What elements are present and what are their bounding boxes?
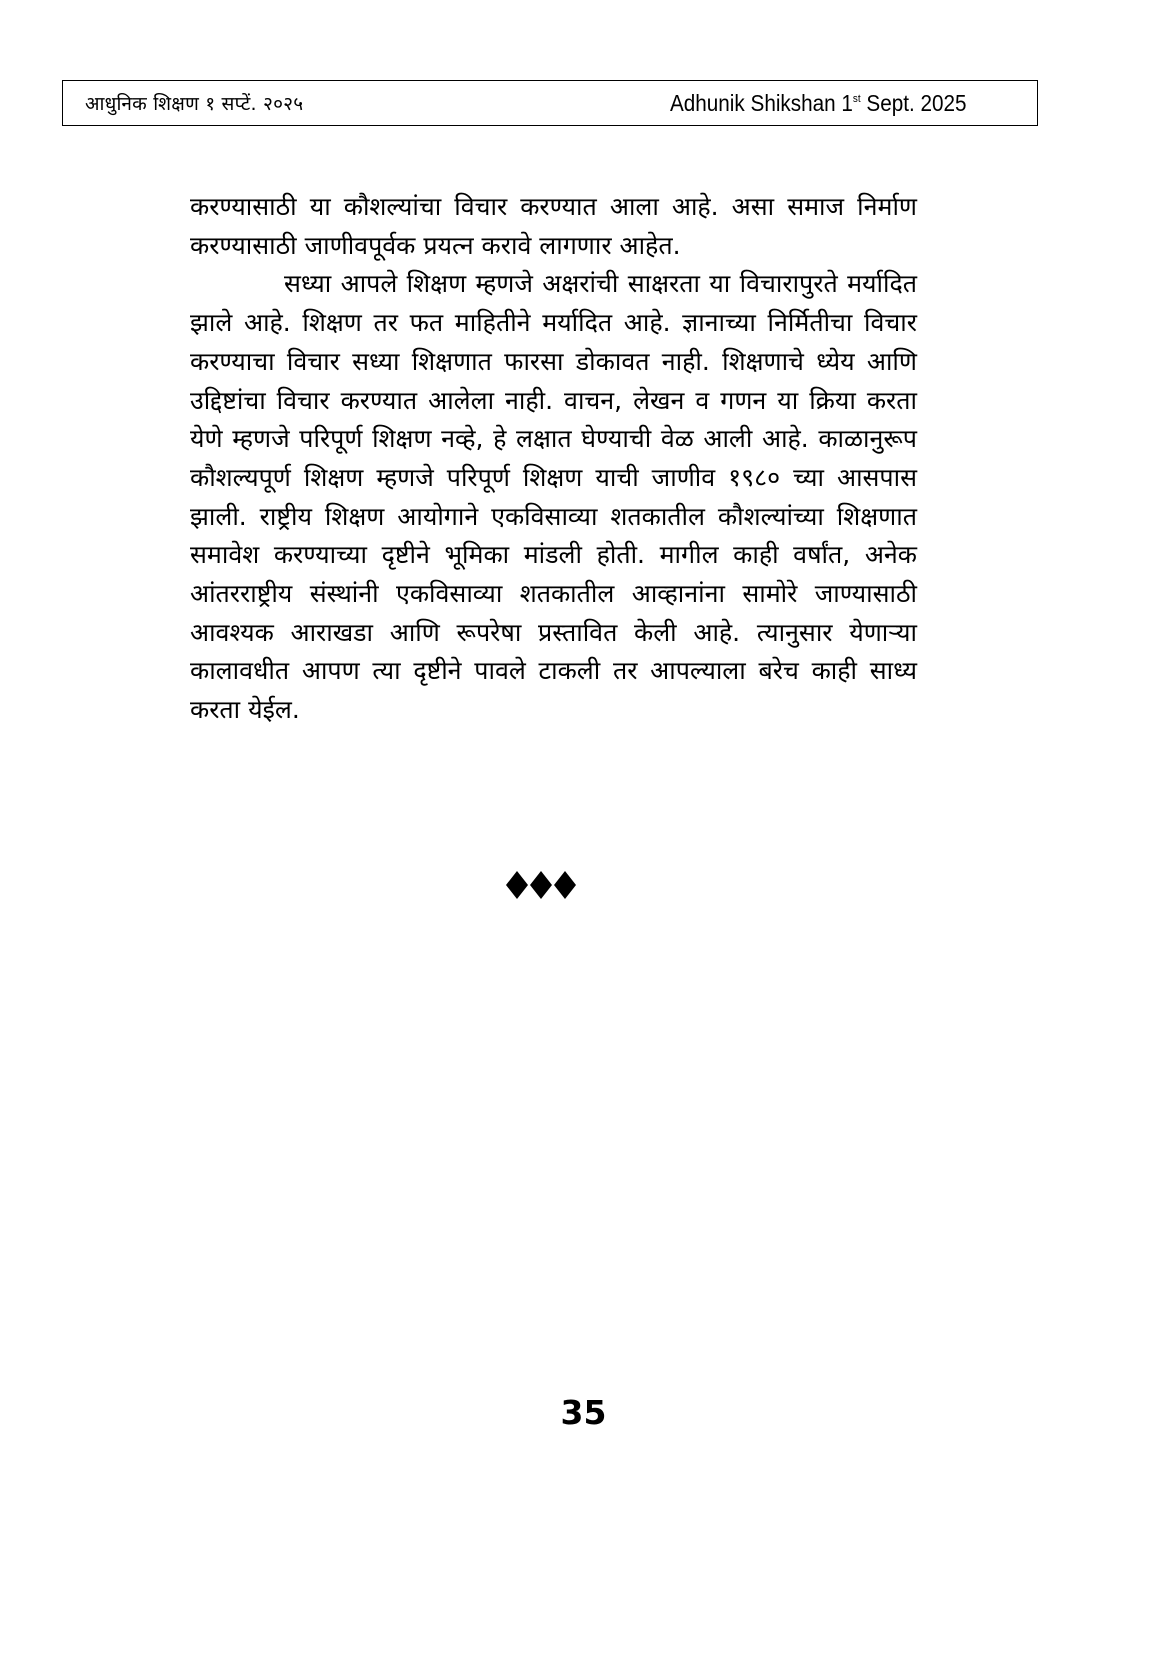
running-header (62, 80, 1038, 126)
diamond-ornament-svg (506, 870, 576, 900)
header-marathi-title: आधुनिक शिक्षण १ सप्टें. २०२५ (85, 93, 304, 115)
article-body (190, 188, 917, 730)
header-english-title (670, 90, 967, 117)
header-ordinal-suffix: st (853, 92, 862, 105)
page-number: 35 (560, 1393, 607, 1432)
paragraph-continuation: करण्यासाठी या कौशल्यांचा विचार करण्यात आला आहे. असा समाज निर्माण करण्यासाठी जाणीवपूर्वक प्रयत्न करावे लागणार आहेत. (190, 192, 917, 260)
three-diamonds-icon (506, 870, 576, 900)
paragraph: सध्या आपले शिक्षण म्हणजे अक्षरांची साक्षरता या विचारापुरते मर्यादित झाले आहे. शिक्षण तर फत माहितीने मर्यादित आहे. ज्ञानाच्या निर्मितीचा विचार करण्याचा विचार सध्या शिक्षणात फारसा डोकावत नाही. शिक्षणाचे ध्येय आणि उद्दिष्टांचा विचार करण्यात आलेला नाही. वाचन, लेखन व गणन या क्रिया करता येणे म्हणजे परिपूर्ण शिक्षण नव्हे, हे लक्षात घेण्याची वेळ आली आहे. काळानुरूप कौशल्यपूर्ण शिक्षण म्हणजे परिपूर्ण शिक्षण याची जाणीव १९८० च्या आसपास झाली. राष्ट्रीय शिक्षण आयोगाने एकविसाव्या शतकातील कौशल्यांच्या शिक्षणात समावेश करण्याच्या दृष्टीने भूमिका मांडली होती. मागील काही वर्षांत, अनेक आंतरराष्ट्रीय संस्थांनी एकविसाव्या शतकातील आव्हानांना सामोरे जाण्यासाठी आवश्यक आराखडा आणि रूपरेषा प्रस्तावित केली आहे. त्यानुसार येणाऱ्या कालावधीत आपण त्या दृष्टीने पावले टाकली तर आपल्याला बरेच काही साध्य करता येईल. (190, 269, 917, 725)
header-english-title-prefix: Adhunik Shikshan 1 (670, 89, 854, 116)
header-english-title-suffix: Sept. 2025 (861, 89, 967, 116)
